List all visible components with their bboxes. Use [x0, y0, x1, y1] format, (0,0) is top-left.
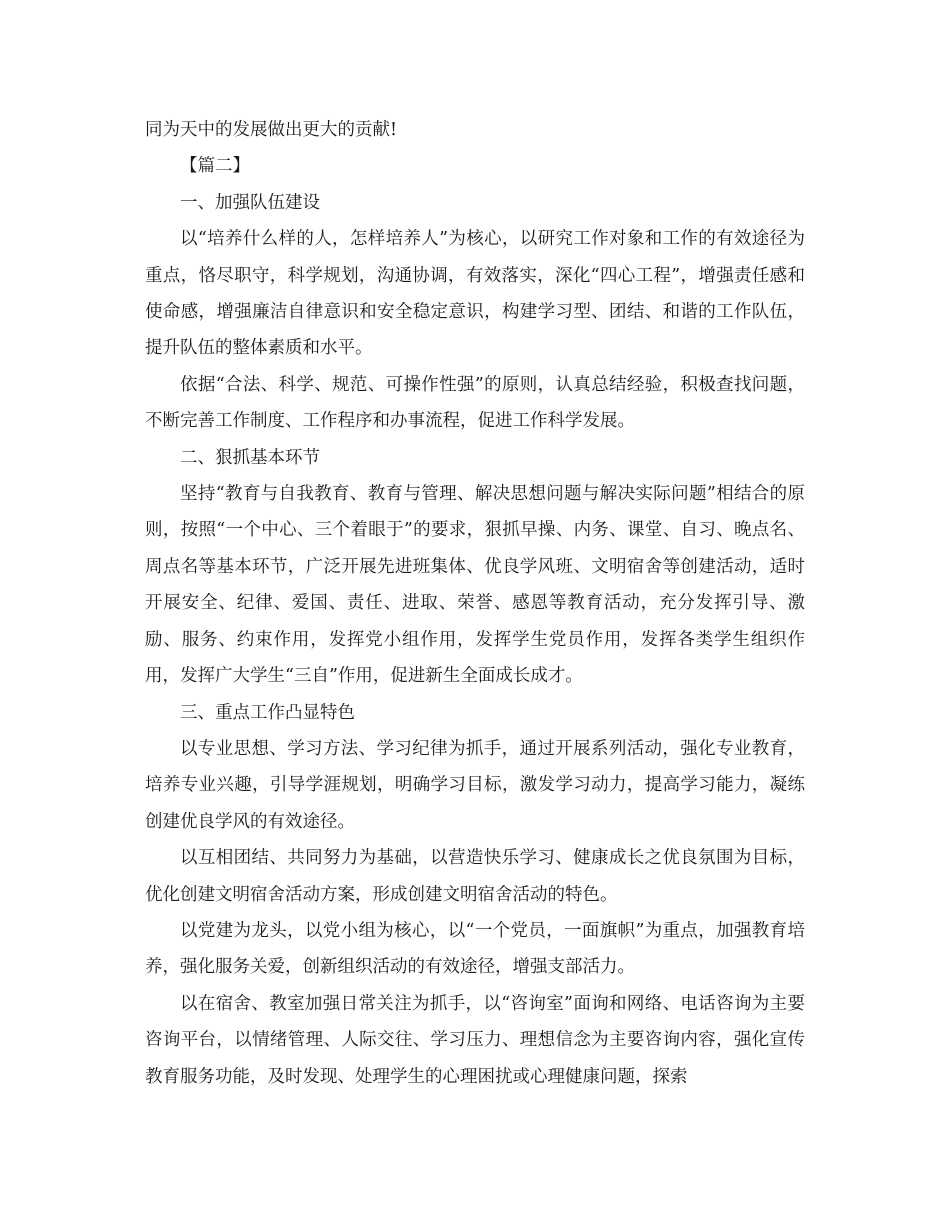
- paragraph-body: 坚持“教育与自我教育、教育与管理、解决思想问题与解决实际问题”相结合的原则，按照“一个中心、三个着眼于”的要求，狠抓早操、内务、课堂、自习、晚点名、周点名等基本环节，广泛开展先进班集体、优良学风班、文明宿舍等创建活动，适时开展安全、纪律、爱国、责任、进取、荣誉、感恩等教育活动，充分发挥引导、激励、服务、约束作用，发挥党小组作用，发挥学生党员作用，发挥各类学生组织作用，发挥广大学生“三自”作用，促进新生全面成长成才。: [145, 484, 805, 687]
- paragraph-section-label: 【篇二】: [180, 156, 250, 177]
- paragraph-heading: 三、重点工作凸显特色: [180, 702, 355, 723]
- document-body: [145, 112, 805, 1095]
- paragraph-body: 以党建为龙头，以党小组为核心，以“一个党员，一面旗帜”为重点，加强教育培养，强化服务关爱，创新组织活动的有效途径，增强支部活力。: [145, 920, 805, 978]
- paragraph-body: 以在宿舍、教室加强日常关注为抓手，以“咨询室”面询和网络、电话咨询为主要咨询平台，以情绪管理、人际交往、学习压力、理想信念为主要咨询内容，强化宣传教育服务功能，及时发现、处理学生的心理困扰或心理健康问题，探索: [145, 993, 805, 1087]
- paragraph-heading: 二、狠抓基本环节: [180, 447, 320, 468]
- paragraph-body: 以“培养什么样的人，怎样培养人”为核心，以研究工作对象和工作的有效途径为重点，恪尽职守，科学规划，沟通协调，有效落实，深化“四心工程”，增强责任感和使命感，增强廉洁自律意识和安全稳定意识，构建学习型、团结、和谐的工作队伍，提升队伍的整体素质和水平。: [145, 229, 805, 359]
- paragraph-body: 以互相团结、共同努力为基础，以营造快乐学习、健康成长之优良氛围为目标，优化创建文明宿舍活动方案，形成创建文明宿舍活动的特色。: [145, 848, 805, 905]
- paragraph-body: 以专业思想、学习方法、学习纪律为抓手，通过开展系列活动，强化专业教育，培养专业兴趣，引导学涯规划，明确学习目标，激发学习动力，提高学习能力，凝练创建优良学风的有效途径。: [145, 738, 805, 832]
- paragraph-heading: 一、加强队伍建设: [180, 192, 320, 213]
- paragraph-body: 依据“合法、科学、规范、可操作性强”的原则，认真总结经验，积极查找问题，不断完善工作制度、工作程序和办事流程，促进工作科学发展。: [145, 374, 805, 432]
- paragraph-body: 同为天中的发展做出更大的贡献!: [145, 120, 398, 140]
